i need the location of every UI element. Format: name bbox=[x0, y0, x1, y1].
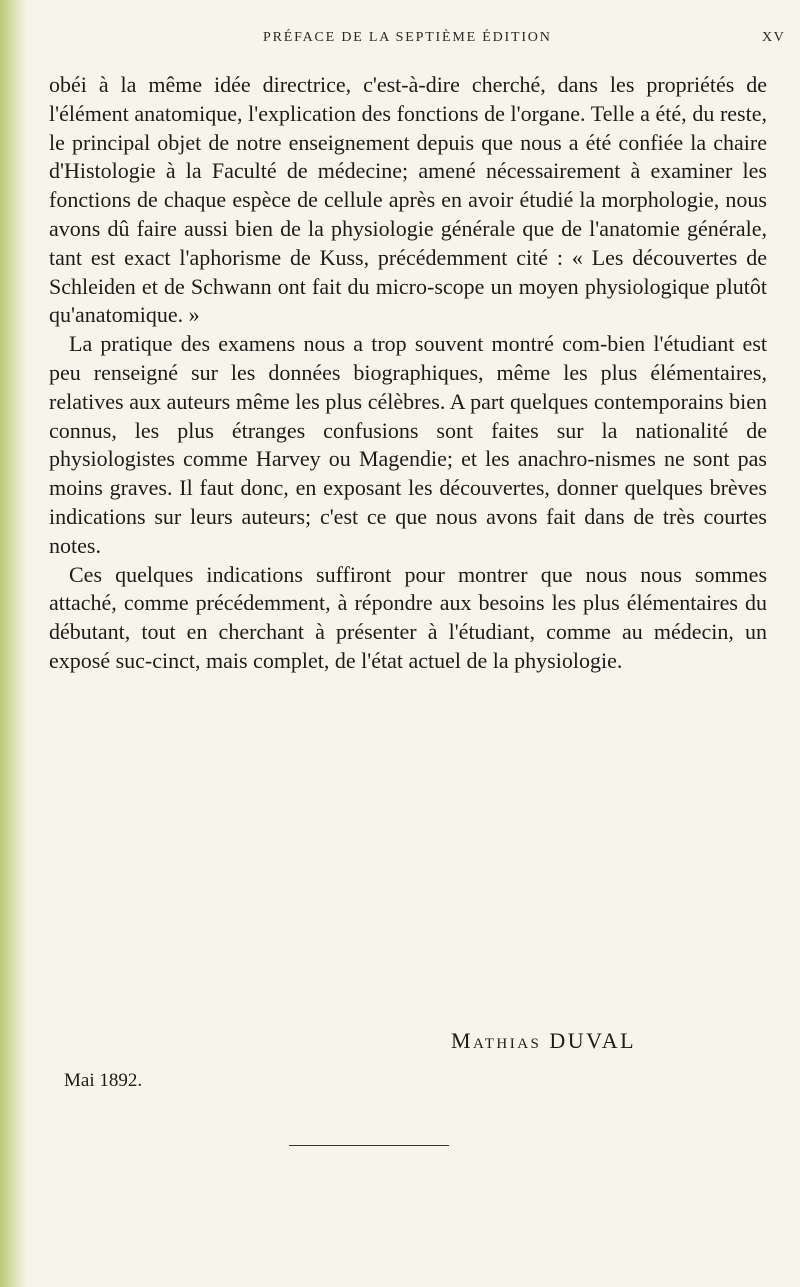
closing-rule bbox=[289, 1145, 449, 1146]
date-line: Mai 1892. bbox=[64, 1070, 143, 1091]
body-text bbox=[49, 71, 767, 676]
page-number: XV bbox=[762, 30, 786, 45]
paragraph-1: obéi à la même idée directrice, c'est-à-dire cherché, dans les propriétés de l'élément anatomique, l'explication des fonctions de l'organe. Telle a été, du reste, le principal objet de notre enseignement depuis que nous a été confiée la chaire d'Histologie à la Faculté de médecine; amené nécessairement à examiner les fonctions de chaque espèce de cellule après en avoir étudié la morphologie, nous avons dû faire aussi bien de la physiologie générale que de l'anatomie générale, tant est exact l'aphorisme de Kuss, précédemment cité : « Les découvertes de Schleiden et de Schwann ont fait du micro-scope un moyen physiologique plutôt qu'anatomique. » bbox=[49, 72, 767, 328]
paragraph-2: La pratique des examens nous a trop souvent montré com-bien l'étudiant est peu renseigné sur les données biographiques, même les plus élémentaires, relatives aux auteurs même les plus célèbres. A part quelques contemporains bien connus, les plus étranges confusions sont faites sur la nationalité de physiologistes comme Harvey ou Magendie; et les anachro-nismes ne sont pas moins graves. Il faut donc, en exposant les découvertes, donner quelques brèves indications sur leurs auteurs; c'est ce que nous avons fait dans de très courtes notes. bbox=[49, 331, 767, 558]
paragraph-3: Ces quelques indications suffiront pour montrer que nous nous sommes attaché, comme précédemment, à répondre aux besoins les plus élémentaires du débutant, tout en cherchant à présenter à l'étudiant, comme au médecin, un exposé suc-cinct, mais complet, de l'état actuel de la physiologie. bbox=[49, 561, 767, 673]
running-title: PRÉFACE DE LA SEPTIÈME ÉDITION bbox=[263, 30, 552, 45]
page-edge-shadow bbox=[0, 0, 28, 1287]
author-signature: Mathias DUVAL bbox=[451, 1028, 637, 1053]
